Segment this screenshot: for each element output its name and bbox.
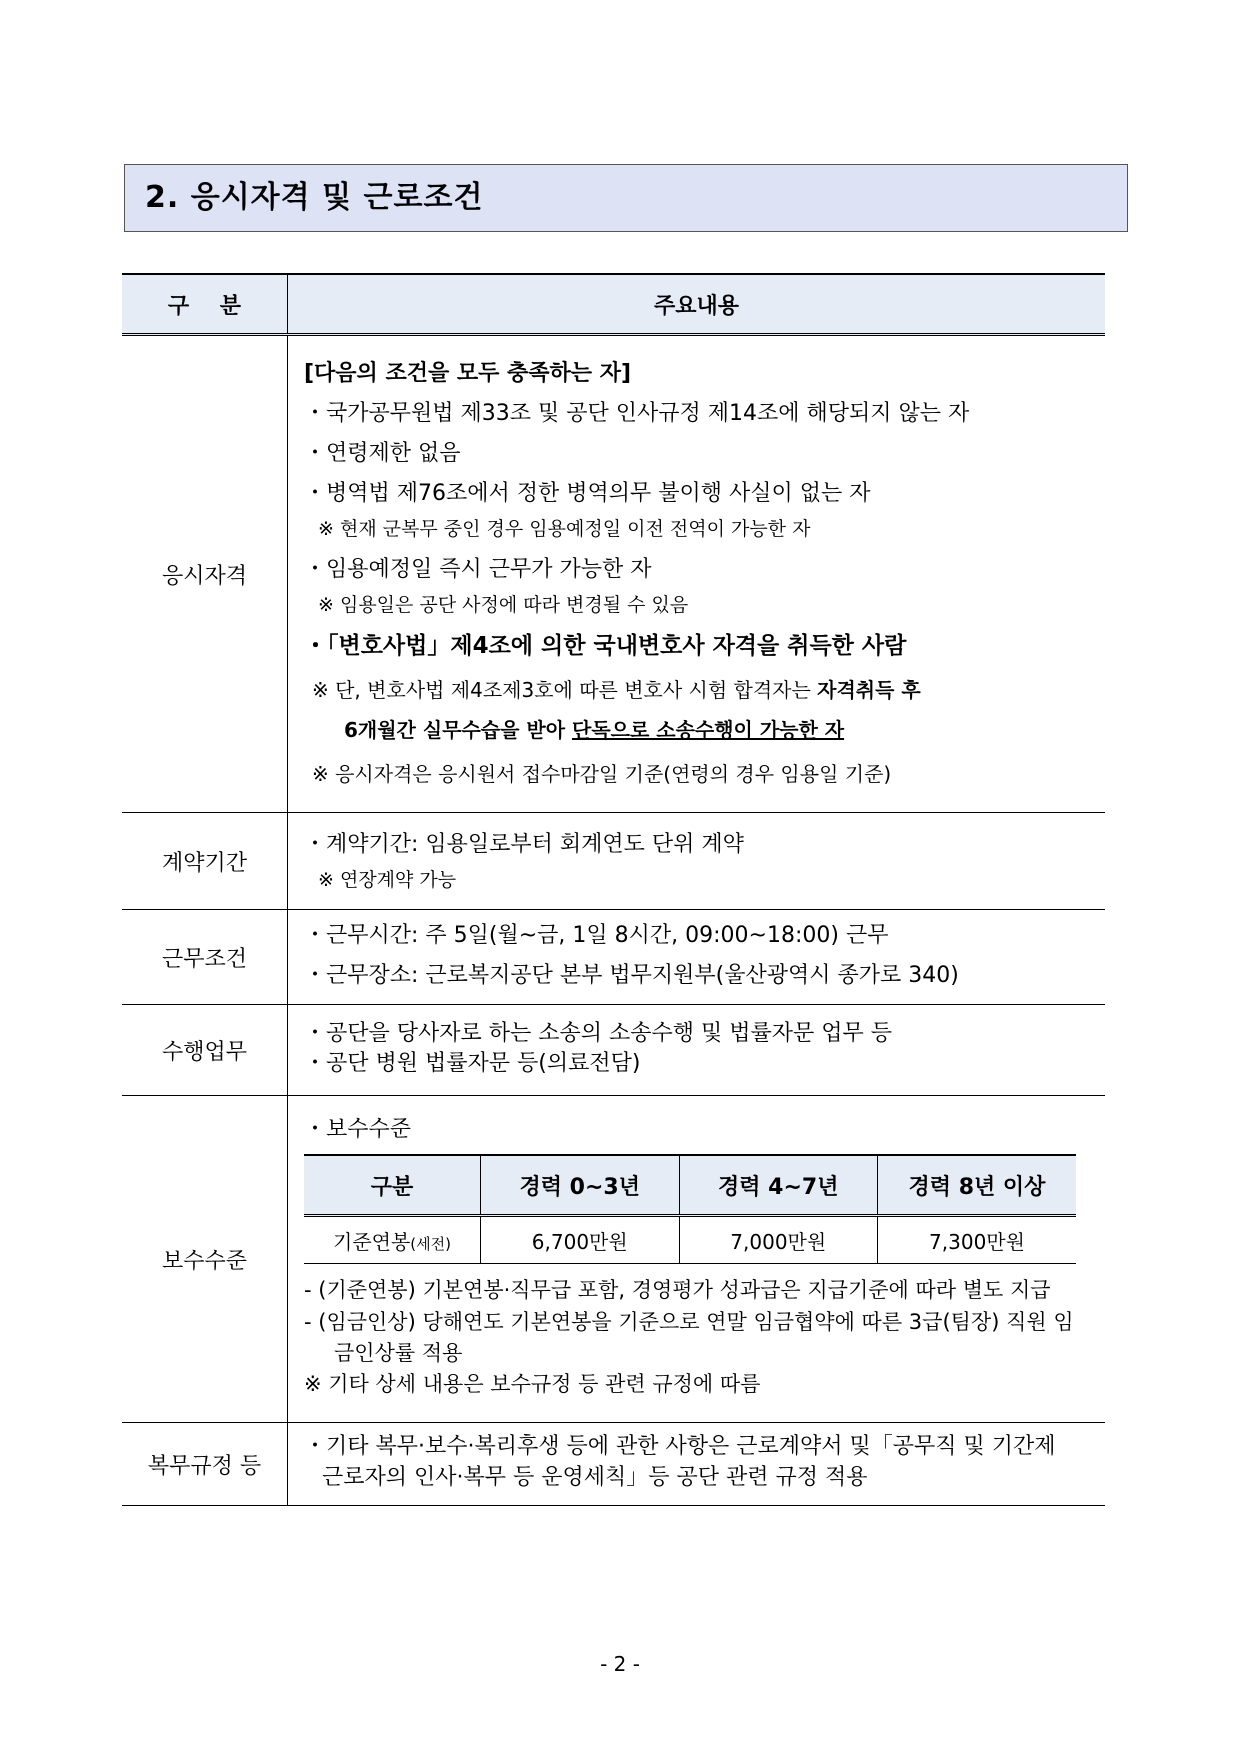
content-pay (288, 1096, 1106, 1423)
contract-note-1: ※ 연장계약 가능 (318, 869, 457, 891)
header-category: 구 분 (122, 274, 288, 335)
qualification-item-1: ・국가공무원법 제33조 및 공단 인사규정 제14조에 해당되지 않는 자 (304, 401, 970, 426)
row-duty (122, 1005, 1105, 1096)
rules-item-1: ・기타 복무·보수·복리후생 등에 관한 사항은 근로계약서 및「공무직 및 기간제 (304, 1434, 1056, 1459)
pay-row-label (304, 1216, 481, 1264)
pay-table (304, 1154, 1076, 1264)
label-duty: 수행업무 (122, 1005, 288, 1096)
pay-item-1: ・보수수준 (304, 1117, 412, 1142)
pay-row-base-salary (304, 1216, 1076, 1264)
pay-value-8-plus: 7,300만원 (878, 1216, 1077, 1264)
qualification-item-3: ・병역법 제76조에서 정한 병역의무 불이행 사실이 없는 자 (304, 481, 871, 506)
pay-header-4-7: 경력 4~7년 (679, 1155, 878, 1216)
work-item-2: ・근무장소: 근로복지공단 본부 법무지원부(울산광역시 종가로 340) (304, 963, 959, 988)
row-contract (122, 813, 1105, 910)
section-title: 2. 응시자격 및 근로조건 (124, 164, 1128, 232)
qualification-heading: [다음의 조건을 모두 충족하는 자] (304, 361, 632, 386)
row-work (122, 910, 1105, 1005)
pay-value-4-7: 7,000만원 (679, 1216, 878, 1264)
label-pay: 보수수준 (122, 1096, 288, 1423)
header-content: 주요내용 (288, 274, 1106, 335)
pay-header-category: 구분 (304, 1155, 481, 1216)
note5-part-c: 6개월간 실무수습을 받아 (344, 718, 573, 742)
pay-header-row (304, 1155, 1076, 1216)
qualification-note-4: ※ 임용일은 공단 사정에 따라 변경될 수 있음 (318, 594, 689, 616)
qualification-item-5: ・「변호사법」제4조에 의한 국내변호사 자격을 취득한 사람 (304, 633, 907, 659)
work-item-1: ・근무시간: 주 5일(월~금, 1일 8시간, 09:00~18:00) 근무 (304, 923, 889, 948)
content-qualification (288, 335, 1106, 813)
content-duty (288, 1005, 1106, 1096)
row-pay (122, 1096, 1105, 1423)
qualification-note-5 (304, 670, 1105, 710)
page-number: - 2 - (600, 1652, 640, 1676)
qualification-note-5-cont (304, 710, 1105, 750)
content-contract (288, 813, 1106, 910)
note5-part-a: ※ 단, 변호사법 제4조제3호에 따른 변호사 시험 합격자는 (312, 678, 818, 702)
table-header-row (122, 274, 1105, 335)
qualification-item-2: ・연령제한 없음 (304, 441, 461, 466)
pay-dash-1: - (기준연봉) 기본연봉·직무급 포함, 경영평가 성과급은 지급기준에 따라 별도 지급 (304, 1278, 1051, 1302)
note5-part-b: 자격취득 후 (817, 678, 921, 702)
content-work (288, 910, 1106, 1005)
pay-header-0-3: 경력 0~3년 (481, 1155, 680, 1216)
row-rules (122, 1423, 1105, 1506)
conditions-table (122, 273, 1105, 1506)
qualification-note-3: ※ 현재 군복무 중인 경우 임용예정일 이전 전역이 가능한 자 (318, 518, 811, 540)
qualification-item-4: ・임용예정일 즉시 근무가 가능한 자 (304, 557, 652, 582)
pay-value-0-3: 6,700만원 (481, 1216, 680, 1264)
pay-dash-2: - (임금인상) 당해연도 기본연봉을 기준으로 연말 임금협약에 따른 3급(팀장) 직원 임 (304, 1310, 1074, 1334)
contract-item-1: ・계약기간: 임용일로부터 회계연도 단위 계약 (304, 832, 744, 857)
rules-item-1-cont: 근로자의 인사·복무 등 운영세칙」등 공단 관련 규정 적용 (322, 1465, 868, 1490)
pay-header-8-plus: 경력 8년 이상 (878, 1155, 1077, 1216)
label-work: 근무조건 (122, 910, 288, 1005)
note5-part-d: 단독으로 소송수행이 가능한 자 (572, 718, 845, 742)
pay-note: ※ 기타 상세 내용은 보수규정 등 관련 규정에 따름 (304, 1372, 761, 1396)
pay-dash-2-cont: 금인상률 적용 (334, 1341, 463, 1365)
row-qualification (122, 335, 1105, 813)
pay-row-label-main: 기준연봉 (333, 1229, 411, 1254)
pay-row-label-small: (세전) (410, 1234, 451, 1253)
duty-item-2: ・공단 병원 법률자문 등(의료전담) (304, 1051, 641, 1076)
qualification-note-final: ※ 응시자격은 응시원서 접수마감일 기준(연령의 경우 임용일 기준) (312, 762, 892, 786)
duty-item-1: ・공단을 당사자로 하는 소송의 소송수행 및 법률자문 업무 등 (304, 1021, 892, 1046)
label-qualification: 응시자격 (122, 335, 288, 813)
label-rules: 복무규정 등 (122, 1423, 288, 1506)
content-rules (288, 1423, 1106, 1506)
label-contract: 계약기간 (122, 813, 288, 910)
